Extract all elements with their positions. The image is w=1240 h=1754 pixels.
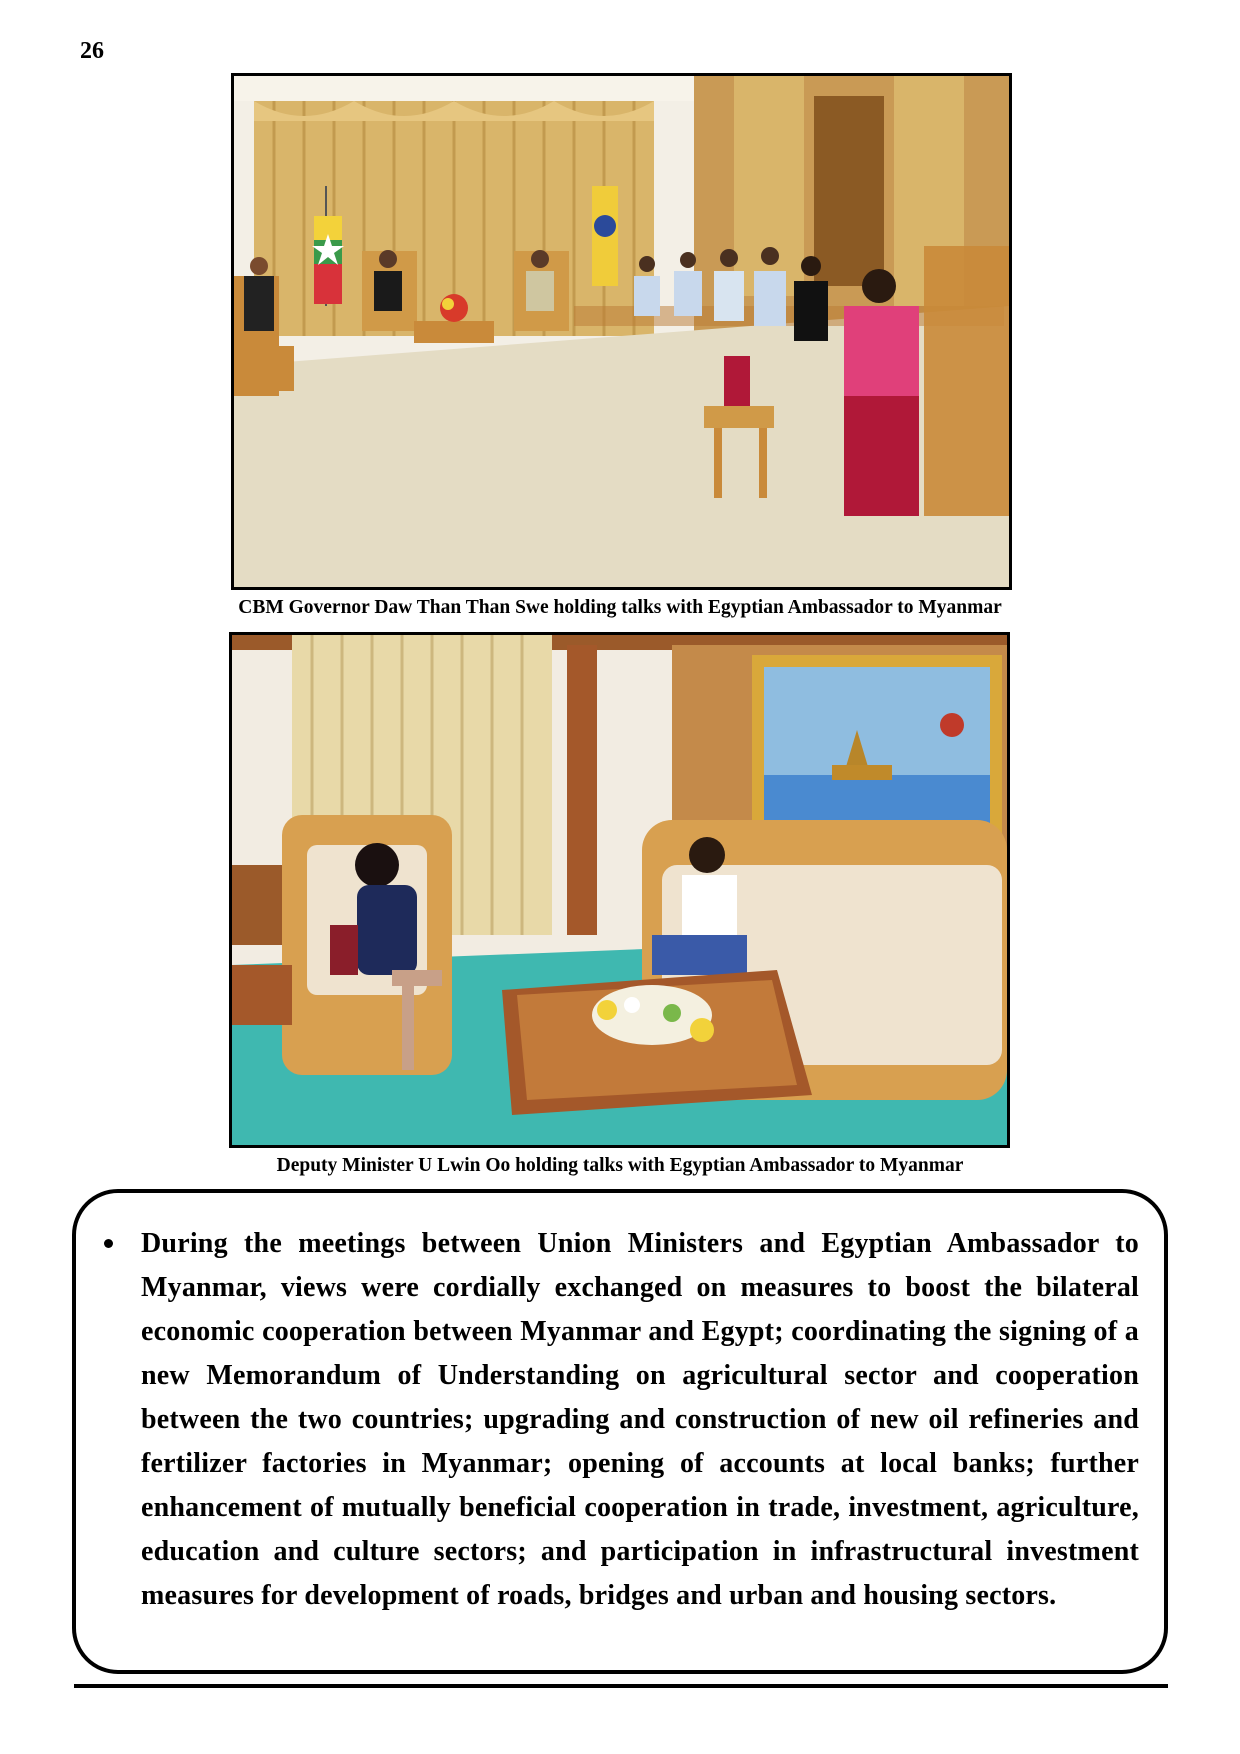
- page-number: 26: [80, 38, 104, 64]
- bullet-icon: [104, 1239, 113, 1248]
- meeting-hall-photo: [231, 73, 1012, 590]
- summary-bullet-text: During the meetings between Union Ministers and Egyptian Ambassador to Myanmar, views were cordially exchanged on measures to boost the bilateral economic cooperation between Myanmar and Egypt; coordinating the signing of a new Memorandum of Understanding on agricultural sector and cooperation between the two countries; upgrading and construction of new oil refineries and fertilizer factories in Myanmar; opening of accounts at local banks; further enhancement of mutually beneficial cooperation in trade, investment, agriculture, education and culture sectors; and participation in infrastructural investment measures for development of roads, bridges and urban and housing sectors.: [141, 1228, 1139, 1611]
- photo-caption: Deputy Minister U Lwin Oo holding talks with Egyptian Ambassador to Myanmar: [276, 1155, 964, 1176]
- bottom-rule: [74, 1684, 1168, 1688]
- meeting-room-photo: [229, 632, 1010, 1148]
- photo-caption: CBM Governor Daw Than Than Swe holding talks with Egyptian Ambassador to Myanmar: [238, 597, 1002, 618]
- summary-box: [72, 1189, 1168, 1674]
